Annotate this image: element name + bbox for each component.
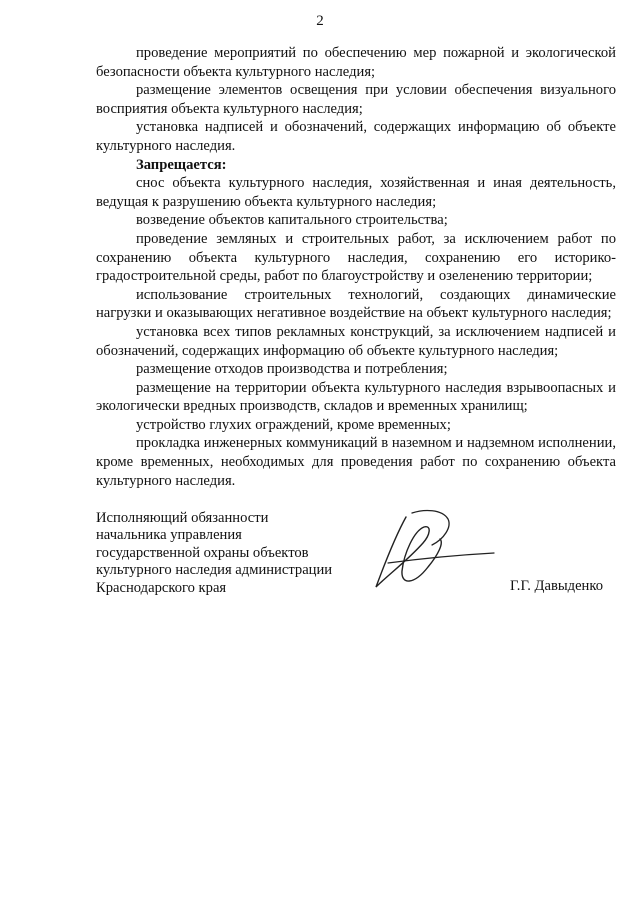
paragraph-demolition: снос объекта культурного наследия, хозяйственная и иная деятельность, ведущая к разрушению объекта культурного наследия;: [96, 175, 616, 210]
signatory-title: [96, 510, 346, 597]
paragraph-construction-technologies: использование строительных технологий, создающих динамические нагрузки и оказывающих негативное воздействие на объект культурного наследия;: [96, 286, 616, 322]
page-number: 2: [316, 13, 324, 29]
paragraph-engineering-communications: прокладка инженерных коммуникаций в наземном и надземном исполнении, кроме временных, необходимых для проведения работ по сохранению объекта культурного наследия.: [96, 435, 616, 489]
document-body: [96, 44, 616, 490]
paragraph-lighting: размещение элементов освещения при условии обеспечения визуального восприятия объекта культурного наследия;: [96, 82, 616, 117]
paragraph-fire-safety: проведение мероприятий по обеспечению мер пожарной и экологической безопасности объекта культурного наследия;: [96, 45, 616, 80]
signatory-title-line: Краснодарского края: [96, 579, 227, 596]
prohibited-heading: Запрещается:: [136, 156, 227, 173]
signatory-name: Г.Г. Давыденко: [510, 578, 604, 594]
paragraph-waste: размещение отходов производства и потребления;: [136, 361, 448, 378]
paragraph-fences: устройство глухих ограждений, кроме временных;: [136, 416, 451, 433]
signatory-title-line: государственной охраны объектов: [96, 544, 309, 561]
paragraph-advertising: установка всех типов рекламных конструкций, за исключением надписей и обозначений, содержащих информацию об объекте культурного наследия;: [96, 323, 616, 359]
signatory-title-line: культурного наследия администрации: [96, 562, 333, 579]
paragraph-capital-construction: возведение объектов капитального строительства;: [136, 212, 448, 229]
signatory-title-line: Исполняющий обязанности: [96, 510, 269, 526]
paragraph-signage: установка надписей и обозначений, содержащих информацию об объекте культурного наследия.: [96, 119, 616, 154]
paragraph-hazardous-production: размещение на территории объекта культурного наследия взрывоопасных и экологически вредных производств, складов и временных хранилищ;: [96, 379, 616, 415]
signatory-title-line: начальника управления: [96, 527, 242, 544]
paragraph-earthworks: проведение земляных и строительных работ, за исключением работ по сохранению объекта культурного наследия, сохранению его историко-градостроительной среды, работ по благоустройству и озеленению территории;: [96, 230, 616, 285]
handwritten-signature: [368, 505, 498, 595]
